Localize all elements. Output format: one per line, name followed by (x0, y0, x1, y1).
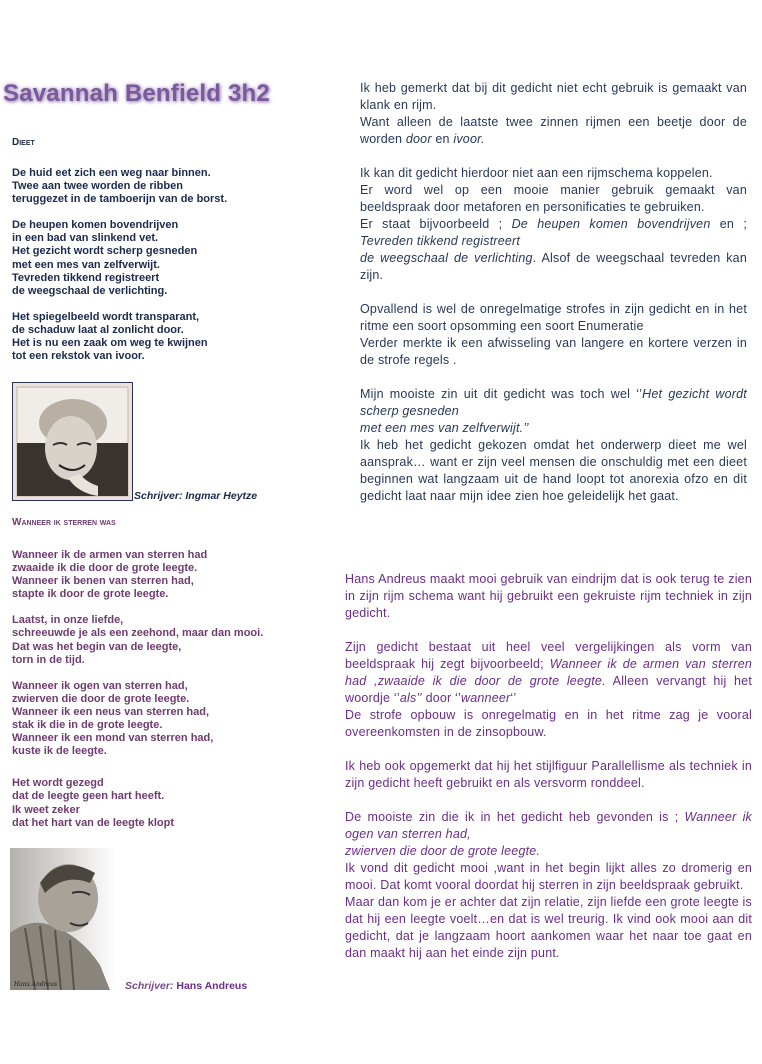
quote: ivoor. (453, 132, 485, 146)
caption-hans-andreus (125, 980, 247, 992)
poem-line: Tevreden tikkend registreert (12, 271, 160, 284)
poem-line: Wanneer ik benen van sterren had, (12, 575, 194, 588)
quote: De heupen komen bovendrijven (511, 217, 711, 231)
poem-title-dieet: Dieet (12, 137, 35, 148)
text: door ‘’ (421, 691, 462, 705)
quote: Tevreden tikkend registreert (360, 234, 521, 248)
poem-line: in een bad van slinkend vet. (12, 232, 159, 245)
quote: wanneer (461, 691, 511, 705)
poem-line: dat het hart van de leegte klopt (12, 816, 174, 829)
text: Opvallend is wel de onregelmatige strofes in zijn gedicht en in het ritme een soort opsomming een soort Enumeratie (360, 302, 747, 333)
text: Ik vond dit gedicht mooi ,want in het begin lijkt alles zo dromerig en mooi. Dat komt vooral doordat hij sterren in zijn beeldspraak gebruikt. (345, 861, 752, 892)
poem-dieet (12, 167, 227, 376)
poem-line: Het wordt gezegd (12, 777, 104, 790)
analysis-paragraph (345, 809, 752, 962)
poem-line: dat de leegte geen hart heeft. (12, 790, 165, 803)
text: en ; (710, 217, 748, 231)
text: De strofe opbouw is onregelmatig en in het ritme zag je vooral overeenkomsten in de zinsopbouw. (345, 708, 752, 739)
poem-line: zwaaide ik die door de grote leegte. (12, 562, 198, 575)
quote: als’’ (399, 691, 422, 705)
author-photo-hans-andreus (10, 848, 116, 990)
quote: Wanneer ik de armen van sterren had ,zwaaide ik die door de grote leegte. (345, 657, 752, 688)
poem-line: Wanneer ik ogen van sterren had, (12, 679, 188, 692)
quote: Wanneer ik ogen van sterren had, (345, 810, 753, 841)
page-title: Savannah Benfield 3h2 (3, 80, 270, 107)
stanza (12, 167, 227, 206)
poem-line: teruggezet in de tamboerijn van de borst. (12, 193, 228, 206)
poem-line: de schaduw laat al zonlicht door. (12, 323, 184, 336)
poem-line: Het is nu een zaak om weg te kwijnen (12, 337, 208, 350)
stanza (12, 219, 227, 298)
poem-line: Wanneer ik de armen van sterren had (12, 549, 208, 561)
poem-line: Laatst, in onze liefde, (12, 614, 124, 627)
poem-line: stapte ik door de grote leegte. (12, 588, 169, 601)
analysis-paragraph (360, 386, 747, 505)
quote: zwierven die door de grote leegte. (345, 844, 541, 858)
stanza (12, 680, 263, 759)
photo-signature: Hans Andreus (14, 981, 58, 988)
poem-line: schreeuwde je als een zeehond, maar dan mooi. (12, 627, 264, 640)
analysis-paragraph (360, 301, 747, 369)
text: Zijn gedicht bestaat uit heel veel vergelijkingen als vorm van beeldspraak hij zegt bijvoorbeeld; (345, 640, 752, 671)
caption-name: Hans Andreus (176, 980, 248, 992)
analysis-dieet (360, 80, 747, 505)
quote: Het gezicht wordt scherp gesneden (360, 387, 747, 418)
quote: de weegschaal de verlichting (360, 251, 533, 265)
poem-line: torn in de tijd. (12, 653, 85, 666)
poem-wanneer-ik-sterren-was (12, 549, 263, 843)
text: Alleen vervangt hij het woordje ‘’ (345, 674, 752, 705)
poem-line: Ik weet zeker (12, 803, 80, 816)
poem-line: kuste ik de leegte. (12, 745, 107, 758)
text: . Alsof de weegschaal tevreden kan zijn. (360, 251, 747, 282)
analysis-wanneer-ik-sterren-was (345, 571, 752, 962)
text: Maar dan kom je er achter dat zijn relatie, zijn liefde een grote leegte is dat hij een leegte voelt…en dat is wel treurig. Ik vind ook mooi aan dit gedicht, dat je langzaam hoort aankomen waar het naar toe gaat en dan maakt hij aan het einde zijn punt. (345, 895, 752, 960)
poem-line: tot een rekstok van ivoor. (12, 350, 145, 363)
poem-line: de weegschaal de verlichting. (12, 284, 168, 297)
poem-line: stak ik die in de grote leegte. (12, 719, 163, 732)
poem-line: Het spiegelbeeld wordt transparant, (12, 310, 200, 323)
poem-line: Wanneer ik een mond van sterren had, (12, 732, 214, 745)
poem-line: Wanneer ik een neus van sterren had, (12, 705, 210, 718)
stanza (12, 777, 263, 829)
poem-line: zwierven die door de grote leegte. (12, 692, 190, 705)
analysis-paragraph (360, 80, 747, 148)
text: Mijn mooiste zin uit dit gedicht was toch wel ‘’ (360, 387, 643, 401)
author-photo-ingmar-heytze (12, 382, 133, 501)
caption-label: Schrijver: (125, 980, 174, 992)
text: Ik heb het gedicht gekozen omdat het onderwerp dieet me wel aansprak… want er zijn veel mensen die onschuldig met een dieet beginnen wat langzaam uit de hand loopt tot anorexia ofzo en dit gedicht laat naar mijn idee zien hoe geleidelijk het gaat. (360, 438, 747, 503)
text: Ik heb gemerkt dat bij dit gedicht niet echt gebruik is gemaakt van klank en rijm. (360, 81, 747, 112)
text: Er staat bijvoorbeeld ; (360, 217, 512, 231)
text: en (431, 132, 454, 146)
analysis-paragraph (345, 639, 752, 741)
quote: door (405, 132, 432, 146)
stanza (12, 549, 263, 601)
poem-line: met een mes van zelfverwijt. (12, 258, 160, 271)
poem-line: De heupen komen bovendrijven (12, 219, 179, 232)
analysis-paragraph: Hans Andreus maakt mooi gebruik van eindrijm dat is ook terug te zien in zijn rijm schema want hij gebruikt een gekruiste rijm techniek in zijn gedicht. (345, 572, 752, 620)
stanza (12, 311, 227, 363)
text: Want alleen de laatste twee zinnen rijmen een beetje door de worden (360, 115, 747, 146)
poem-line: Dat was het begin van de leegte, (12, 640, 182, 653)
text: De mooiste zin die ik in het gedicht heb gevonden is ; (345, 810, 685, 824)
text: Ik kan dit gedicht hierdoor niet aan een rijmschema koppelen. (360, 166, 713, 180)
poem-line: Het gezicht wordt scherp gesneden (12, 245, 198, 258)
analysis-paragraph: Ik heb ook opgemerkt dat hij het stijlfiguur Parallellisme als techniek in zijn gedicht heeft gebruikt en als versvorm ronddeel. (345, 759, 752, 790)
poem-line: Twee aan twee worden de ribben (12, 180, 183, 193)
analysis-paragraph (360, 165, 747, 284)
stanza (12, 614, 263, 666)
poem-line: De huid eet zich een weg naar binnen. (12, 167, 211, 179)
text: ‘’ (510, 691, 517, 705)
text: Verder merkte ik een afwisseling van langere en kortere verzen in de strofe regels . (360, 336, 747, 367)
caption-ingmar-heytze: Schrijver: Ingmar Heytze (134, 490, 258, 502)
quote: met een mes van zelfverwijt.’’ (360, 421, 529, 435)
poem-title-wanneer-ik-sterren-was: Wanneer ik sterren was (12, 517, 116, 528)
text: Er word wel op een mooie manier gebruik gemaakt van beeldspraak door metaforen en personificaties te gebruiken. (360, 183, 747, 214)
